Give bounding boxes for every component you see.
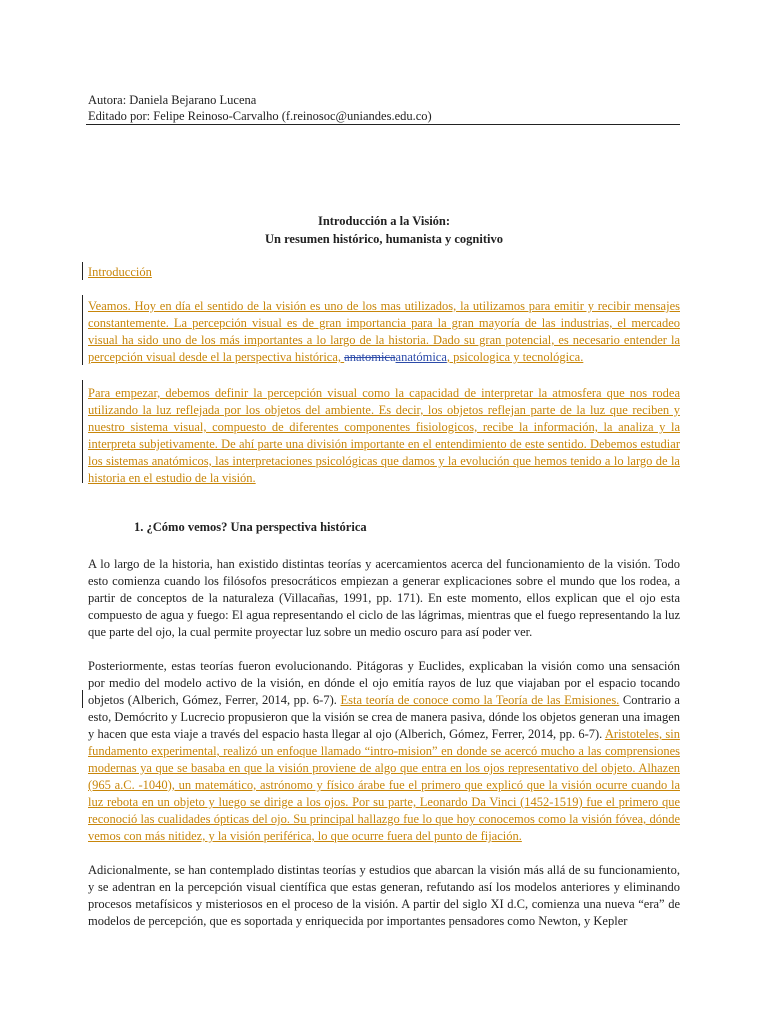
- change-bar: [82, 262, 83, 280]
- change-bar: [82, 690, 83, 708]
- editor-line: Editado por: Felipe Reinoso-Carvalho (f.reinosoc@uniandes.edu.co): [88, 109, 432, 123]
- section-p2-text-b: Contrario a esto, Demócrito y Lucrecio propusieron que la visión se crea de manera pasiva, dónde los objetos generan una imagen y hacen que esta viaje a través del espacio hasta llegar al ojo (Alberich, Gómez, Ferrer, 2014, pp. 6-7).: [88, 693, 680, 741]
- section-paragraph-1: [88, 556, 680, 641]
- intro-label-text: Introducción: [88, 265, 152, 279]
- section-p2-text-a: Posteriormente, estas teorías fueron evolucionando. Pitágoras y Euclides, explicaban la visión como una sensación por medio del modelo activo de la visión, en dónde el ojo emitía rayos de luz que viajaban por el espacio tocando objetos (Alberich, Gómez, Ferrer, 2014, pp. 6-7).: [88, 659, 680, 707]
- intro-paragraph-2: [88, 385, 680, 487]
- change-bar: [82, 295, 83, 365]
- title-line-1: Introducción a la Visión:: [317, 214, 451, 228]
- deleted-text: anatomica: [344, 350, 396, 364]
- change-bar: [82, 380, 83, 483]
- section-p3-text: Adicionalmente, se han contemplado distintas teorías y estudios que abarcan la visión más allá de su funcionamiento, y se adentran en la percepción visual científica que estas generan, refutando así los modelos anteriores y eliminando procesos metafísicos y misteriosos en el proceso de la visión. A partir del siglo XI d.C, comienza una nueva “era” de modelos de percepción, que es soportada y enriquecida por importantes pensadores como Newton, y Kepler: [88, 863, 680, 928]
- document-title: [88, 212, 680, 248]
- section-p1-text: A lo largo de la historia, han existido distintas teorías y acercamientos acerca del funcionamiento de la visión. Todo esto comienza cuando los filósofos presocráticos empiezan a generar explicaciones sobre el mundo que los rodea, a partir de conceptos de la naturaleza (Villacañas, 1991, pp. 171). En este momento, ellos explican que el ojo esta compuesto de agua y fuego: El agua representando el ciclo de las lágrimas, mientras que el fuego representando la luz que parte del ojo, la cual permite proyectar luz sobre un medio oscuro para así poder ver.: [88, 557, 680, 639]
- intro-p2-text: Para empezar, debemos definir la percepción visual como la capacidad de interpretar la atmosfera que nos rodea utilizando la luz reflejada por los objetos del ambiente. Es decir, los objetos reflejan parte de la luz que reciben y nuestro sistema visual, compuesto de diferentes componentes fisiologicos, recibe la información, la analiza y la interpreta subjetivamente. De ahí parte una división importante en el entendimiento de este sentido. Debemos estudiar los sistemas anatómicos, las interpretaciones psicológicas que damos y la evolución que hemos tenido a lo largo de la historia en el estudio de la visión.: [88, 386, 680, 485]
- author-line: Autora: Daniela Bejarano Lucena: [88, 93, 257, 107]
- section-paragraph-3: [88, 862, 680, 930]
- intro-paragraph-1: [88, 298, 680, 366]
- inserted-text: anatómica: [395, 350, 447, 364]
- document-header: [88, 92, 432, 124]
- title-line-2: Un resumen histórico, humanista y cognitivo: [265, 232, 503, 246]
- intro-label: [88, 264, 680, 281]
- tracked-change-text: Esta teoría de conoce como la Teoría de las Emisiones.: [340, 693, 620, 707]
- section-heading: 1. ¿Cómo vemos? Una perspectiva histórica: [134, 520, 367, 534]
- tracked-change-text: Aristoteles, sin fundamento experimental, realizó un enfoque llamado “intro-mision” en donde se acercó mucho a las comprensiones modernas ya que se basaba en que la visión proviene de algo que entra en los ojos representativo del objeto. Alhazen (965 a.C. -1040), un matemático, astrónomo y físico árabe fue el primero que explicó que la visión ocurre cuando la luz rebota en un objeto y luego se dirige a los ojos. Por su parte, Leonardo Da Vinci (1452-1519) fue el primero que reconoció las cualidades ópticas del ojo. Su principal hallazgo fue lo que hoy conocemos como la visión fóvea, dónde vemos con más nitidez, y la visión periférica, lo que ocurre fuera del punto de fijación.: [88, 727, 681, 843]
- intro-p1-text-a: Veamos. Hoy en día el sentido de la visión es uno de los mas utilizados, la utilizamos para emitir y recibir mensajes constantemente. La percepción visual es de gran importancia para la gran mayoría de las industrias, el mercadeo visual ha sido uno de los más importantes a lo largo de la historia. Dado su gran potencial, es necesario entender la percepción visual desde el la perspectiva histórica,: [88, 299, 680, 364]
- section-paragraph-2: [88, 658, 680, 845]
- header-rule: [86, 124, 680, 125]
- intro-p1-text-b: , psicologica y tecnológica.: [446, 350, 584, 364]
